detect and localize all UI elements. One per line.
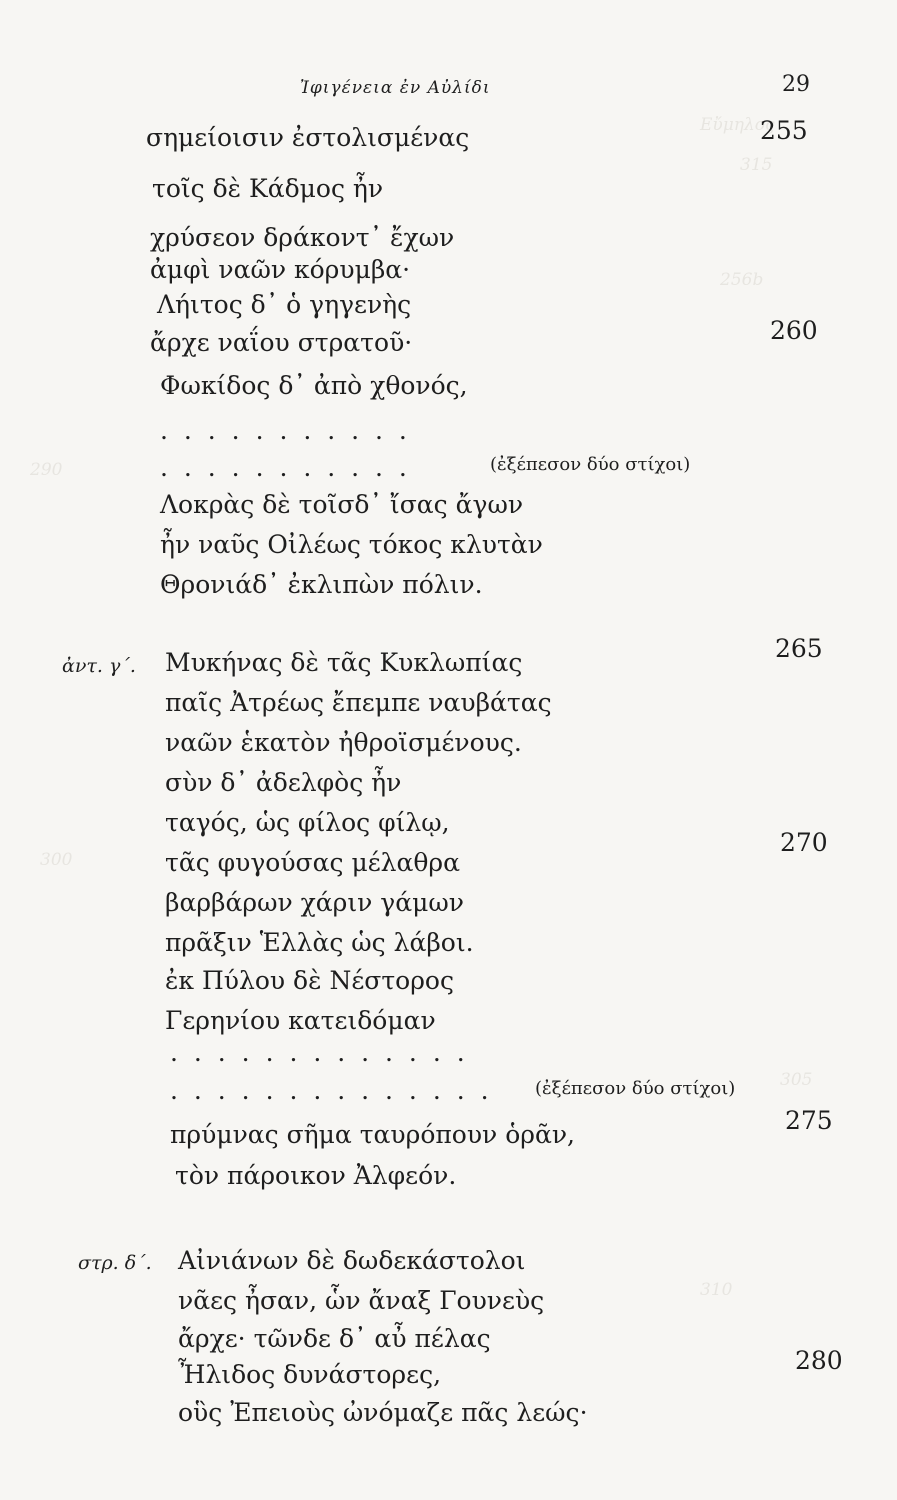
- strophe-label: ἀντ. γ΄.: [62, 655, 136, 677]
- lacuna-note: (ἐξέπεσον δύο στίχοι): [490, 454, 691, 475]
- lacuna-note: (ἐξέπεσον δύο στίχοι): [535, 1078, 736, 1099]
- strophe-label: στρ. δ΄.: [78, 1252, 152, 1274]
- verse-line: Φωκίδος δ᾽ ἀπὸ χθονός,: [160, 371, 468, 400]
- line-number: 260: [770, 316, 818, 345]
- verse-line: νᾶες ἦσαν, ὧν ἄναξ Γουνεὺς: [178, 1286, 545, 1315]
- verse-line: πρύμνας σῆμα ταυρόπουν ὁρᾶν,: [170, 1120, 575, 1149]
- line-number: 265: [775, 634, 823, 663]
- page-number: 29: [782, 72, 810, 97]
- line-number: 270: [780, 828, 828, 857]
- running-header: Ἰφιγένεια ἐν Αὐλίδι: [300, 78, 491, 98]
- book-page: Εὔμηλος 315 256b 290 300 305 310 Ἰφιγένεια ἐν Αὐλίδι 29 σημείοισιν ἐστολισμένας 255 τοῖς δὲ Κάδμος ἦν χρύσεον δράκοντ᾽ ἔχων ἀμφὶ ναῶν κόρυμβα· Λήιτος δ᾽ ὁ γηγενὴς ἄρχε ναΐου στρατοῦ· 260 Φωκίδος δ᾽ ἀπὸ χθονός, . . . . . . . . . . . . . . . . . . . . . . (ἐξέπεσον δύο στίχοι) Λοκρὰς δὲ τοῖσδ᾽ ἴσας ἄγων ἦν ναῦς Οἰλέως τόκος κλυτὰν Θρονιάδ᾽ ἐκλιπὼν πόλιν. ἀντ. γ΄. Μυκήνας δὲ τᾶς Κυκλωπίας 265 παῖς Ἀτρέως ἔπεμπε ναυβάτας ναῶν ἑκατὸν ἠθροϊσμένους. σὺν δ᾽ ἀδελφὸς ἦν ταγός, ὡς φίλος φίλῳ, τᾶς φυγούσας μέλαθρα 270 βαρβάρων χάριν γάμων πρᾶξιν Ἑλλὰς ὡς λάβοι. ἐκ Πύλου δὲ Νέστορος Γερηνίου κατειδόμαν . . . . . . . . . . . . . . . . . . . . . . . . . . . (ἐξέπεσον δύο στίχοι) πρύμνας σῆμα ταυρόπουν ὁρᾶν, 275 τὸν πάροικον Ἀλφεόν. στρ. δ΄. Αἰνιάνων δὲ δωδεκάστολοι νᾶες ἦσαν, ὧν ἄναξ Γουνεὺς ἄρχε· τῶνδε δ᾽ αὖ πέλας Ἦλιδος δυνάστορες, 280 οὓς Ἐπειοὺς ὠνόμαζε πᾶς λεώς·: [30, 72, 843, 1427]
- verse-line: ταγός, ὡς φίλος φίλῳ,: [165, 808, 450, 837]
- verse-line: ἄρχε ναΐου στρατοῦ·: [150, 328, 413, 357]
- verse-line: Αἰνιάνων δὲ δωδεκάστολοι: [178, 1246, 526, 1275]
- lacuna-dots: . . . . . . . . . . . . .: [170, 1038, 469, 1067]
- verse-line: ναῶν ἑκατὸν ἠθροϊσμένους.: [165, 728, 522, 757]
- verse-line: σημείοισιν ἐστολισμένας: [146, 123, 470, 152]
- lacuna-dots: . . . . . . . . . . .: [160, 416, 411, 445]
- lacuna-dots: . . . . . . . . . . .: [160, 453, 411, 482]
- verse-line: Λοκρὰς δὲ τοῖσδ᾽ ἴσας ἄγων: [160, 490, 524, 519]
- verse-line: οὓς Ἐπειοὺς ὠνόμαζε πᾶς λεώς·: [178, 1398, 588, 1427]
- line-number: 255: [760, 116, 808, 145]
- verse-line: παῖς Ἀτρέως ἔπεμπε ναυβάτας: [165, 688, 552, 717]
- line-number: 280: [795, 1346, 843, 1375]
- verse-line: πρᾶξιν Ἑλλὰς ὡς λάβοι.: [165, 928, 474, 957]
- line-number: 275: [785, 1106, 833, 1135]
- verse-line: Θρονιάδ᾽ ἐκλιπὼν πόλιν.: [160, 570, 483, 599]
- verse-line: Γερηνίου κατειδόμαν: [165, 1006, 436, 1035]
- verse-line: Ἦλιδος δυνάστορες,: [178, 1360, 442, 1389]
- verse-line: ἦν ναῦς Οἰλέως τόκος κλυτὰν: [160, 530, 543, 559]
- verse-line: σὺν δ᾽ ἀδελφὸς ἦν: [165, 768, 402, 797]
- verse-line: τᾶς φυγούσας μέλαθρα: [165, 848, 461, 877]
- verse-line: τοῖς δὲ Κάδμος ἦν: [152, 174, 384, 203]
- verse-line: ἀμφὶ ναῶν κόρυμβα·: [150, 255, 411, 284]
- verse-line: ἐκ Πύλου δὲ Νέστορος: [165, 966, 454, 995]
- verse-line: Λήιτος δ᾽ ὁ γηγενὴς: [157, 290, 412, 319]
- verse-line: Μυκήνας δὲ τᾶς Κυκλωπίας: [165, 648, 523, 677]
- lacuna-dots: . . . . . . . . . . . . . .: [170, 1076, 493, 1105]
- verse-line: βαρβάρων χάριν γάμων: [165, 888, 464, 917]
- verse-line: τὸν πάροικον Ἀλφεόν.: [175, 1161, 457, 1190]
- verse-line: ἄρχε· τῶνδε δ᾽ αὖ πέλας: [178, 1324, 491, 1353]
- verse-line: χρύσεον δράκοντ᾽ ἔχων: [150, 223, 455, 252]
